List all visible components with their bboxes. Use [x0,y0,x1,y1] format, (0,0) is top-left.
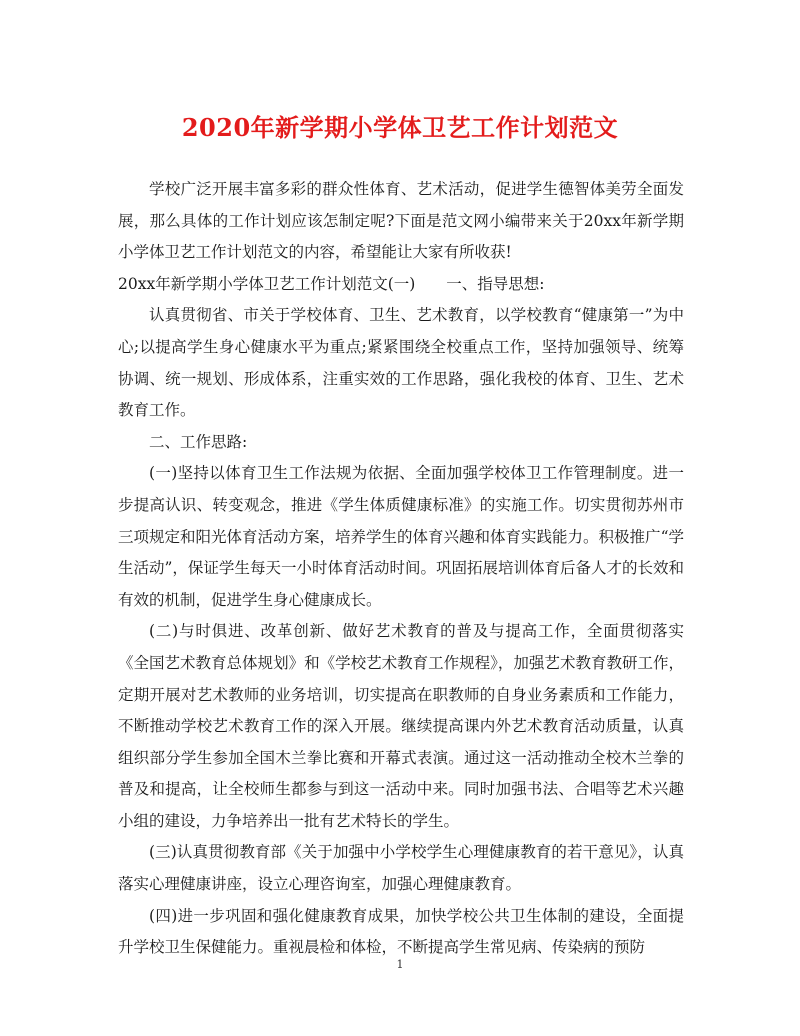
work-ideas-heading: 二、工作思路: [149,432,248,451]
section-heading: 20xx年新学期小学体卫艺工作计划范文(一) 一、指导思想: [118,274,545,293]
work-item-4: (四)进一步巩固和强化健康教育成果，加快学校公共卫生体制的建设，全面提升学校卫生保健能力。重视晨检和体检，不断提高学生常见病、传染病的预防 [118,906,684,957]
intro-paragraph: 学校广泛开展丰富多彩的群众性体育、艺术活动，促进学生德智体美劳全面发展，那么具体的工作计划应该怎制定呢?下面是范文网小编带来关于20xx年新学期小学体卫艺工作计划范文的内容，希望能让大家有所收获! [118,180,684,262]
guiding-thought-paragraph: 认真贯彻省、市关于学校体育、卫生、艺术教育，以学校教育“健康第一”为中心;以提高学生身心健康水平为重点;紧紧围绕全校重点工作，坚持加强领导、统筹协调、统一规划、形成体系，注重实效的工作思路，强化我校的体育、卫生、艺术教育工作。 [118,306,684,420]
document-body [118,174,684,964]
work-item-1: (一)坚持以体育卫生工作法规为依据、全面加强学校体卫工作管理制度。进一步提高认识、转变观念，推进《学生体质健康标准》的实施工作。切实贯彻苏州市三项规定和阳光体育活动方案，培养学生的体育兴趣和体育实践能力。积极推广“学生活动”，保证学生每天一小时体育活动时间。巩固拓展培训体育后备人才的长效和有效的机制，促进学生身心健康成长。 [118,464,684,609]
document-title: 2020年新学期小学体卫艺工作计划范文 [181,113,619,142]
work-item-2: (二)与时俱进、改革创新、做好艺术教育的普及与提高工作，全面贯彻落实《全国艺术教育总体规划》和《学校艺术教育工作规程》，加强艺术教育教研工作，定期开展对艺术教师的业务培训，切实提高在职教师的自身业务素质和工作能力，不断推动学校艺术教育工作的深入开展。继续提高课内外艺术教育活动质量，认真组织部分学生参加全国木兰拳比赛和开幕式表演。通过这一活动推动全校木兰拳的普及和提高，让全校师生都参与到这一活动中来。同时加强书法、合唱等艺术兴趣小组的建设，力争培养出一批有艺术特长的学生。 [118,622,684,830]
work-item-3: (三)认真贯彻教育部《关于加强中小学校学生心理健康教育的若干意见》，认真落实心理健康讲座，设立心理咨询室，加强心理健康教育。 [118,843,684,894]
page-number: 1 [396,958,404,971]
